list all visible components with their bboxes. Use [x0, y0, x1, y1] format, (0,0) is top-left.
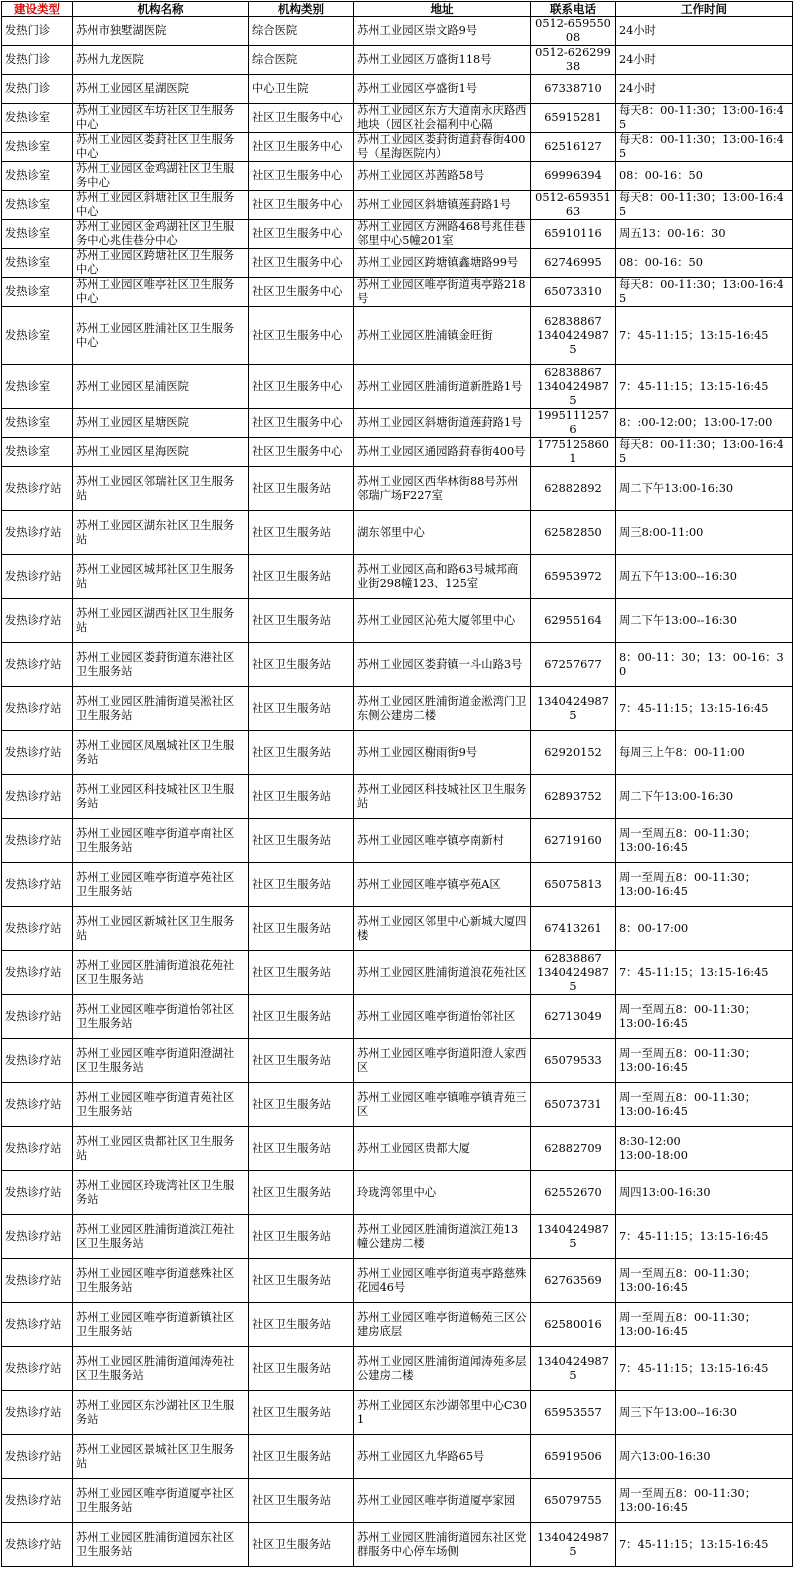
phone-cell: 62582850: [531, 511, 616, 555]
header-category: 机构类别: [249, 2, 354, 17]
category-cell: 社区卫生服务站: [249, 863, 354, 907]
category-cell: 社区卫生服务站: [249, 511, 354, 555]
table-row: [2, 1127, 793, 1171]
name-cell: 苏州工业园区胜浦街道闻涛苑社区卫生服务站: [73, 1347, 249, 1391]
category-cell: 中心卫生院: [249, 75, 354, 104]
name-cell: 苏州工业园区玲珑湾社区卫生服务站: [73, 1171, 249, 1215]
phone-cell: 62838867 13404249875: [531, 307, 616, 365]
table-row: [2, 907, 793, 951]
phone-cell: 17751258601: [531, 438, 616, 467]
category-cell: 社区卫生服务中心: [249, 191, 354, 220]
name-cell: 苏州工业园区邻瑞社区卫生服务站: [73, 467, 249, 511]
type-cell: 发热诊疗站: [2, 1083, 73, 1127]
hours-cell: 周一至周五8：00-11:30； 13:00-16:45: [616, 1039, 793, 1083]
address-cell: 苏州工业园区贵都大厦: [354, 1127, 531, 1171]
phone-cell: 62763569: [531, 1259, 616, 1303]
table-row: [2, 555, 793, 599]
table-row: [2, 133, 793, 162]
phone-cell: 62746995: [531, 249, 616, 278]
hours-cell: 周二下午13:00-16:30: [616, 467, 793, 511]
phone-cell: 62838867 13404249875: [531, 365, 616, 409]
address-cell: 苏州工业园区高和路63号城邦商业街298幢123、125室: [354, 555, 531, 599]
address-cell: 苏州工业园区唯亭街道阳澄人家西区: [354, 1039, 531, 1083]
address-cell: 玲珑湾邻里中心: [354, 1171, 531, 1215]
phone-cell: 62920152: [531, 731, 616, 775]
type-cell: 发热诊室: [2, 133, 73, 162]
name-cell: 苏州工业园区胜浦街道浪花苑社区卫生服务站: [73, 951, 249, 995]
table-row: [2, 995, 793, 1039]
name-cell: 苏州工业园区星湖医院: [73, 75, 249, 104]
category-cell: 社区卫生服务站: [249, 1127, 354, 1171]
hours-cell: 7：45-11:15；13:15-16:45: [616, 951, 793, 995]
address-cell: 苏州工业园区崇文路9号: [354, 17, 531, 46]
address-cell: 苏州工业园区唯亭街道夷亭路慈殊花园46号: [354, 1259, 531, 1303]
category-cell: 社区卫生服务站: [249, 775, 354, 819]
table-body: [2, 17, 793, 1567]
table-row: [2, 1259, 793, 1303]
type-cell: 发热诊室: [2, 278, 73, 307]
name-cell: 苏州工业园区星浦医院: [73, 365, 249, 409]
hours-cell: 周一至周五8：00-11:30； 13:00-16:45: [616, 1303, 793, 1347]
phone-cell: 62713049: [531, 995, 616, 1039]
type-cell: 发热诊疗站: [2, 1435, 73, 1479]
name-cell: 苏州工业园区唯亭街道厦亭社区卫生服务站: [73, 1479, 249, 1523]
hours-cell: 24小时: [616, 75, 793, 104]
phone-cell: 13404249875: [531, 1523, 616, 1567]
type-cell: 发热诊疗站: [2, 1127, 73, 1171]
table-row: [2, 1083, 793, 1127]
address-cell: 苏州工业园区唯亭街道畅苑三区公建房底层: [354, 1303, 531, 1347]
type-cell: 发热诊室: [2, 104, 73, 133]
category-cell: 社区卫生服务中心: [249, 438, 354, 467]
type-cell: 发热诊室: [2, 409, 73, 438]
address-cell: 苏州工业园区胜浦街道闻涛苑多层公建房二楼: [354, 1347, 531, 1391]
table-row: [2, 162, 793, 191]
name-cell: 苏州工业园区胜浦街道吴淞社区卫生服务站: [73, 687, 249, 731]
name-cell: 苏州工业园区金鸡湖社区卫生服务中心: [73, 162, 249, 191]
hours-cell: 周一至周五8：00-11:30； 13:00-16:45: [616, 863, 793, 907]
name-cell: 苏州工业园区胜浦街道园东社区卫生服务站: [73, 1523, 249, 1567]
category-cell: 社区卫生服务中心: [249, 249, 354, 278]
type-cell: 发热诊疗站: [2, 555, 73, 599]
name-cell: 苏州九龙医院: [73, 46, 249, 75]
header-phone: 联系电话: [531, 2, 616, 17]
name-cell: 苏州工业园区唯亭社区卫生服务中心: [73, 278, 249, 307]
name-cell: 苏州工业园区唯亭街道慈殊社区卫生服务站: [73, 1259, 249, 1303]
hours-cell: 周一至周五8：00-11:30； 13:00-16:45: [616, 1479, 793, 1523]
hours-cell: 每天8：00-11:30；13:00-16:45: [616, 438, 793, 467]
name-cell: 苏州工业园区唯亭街道新镇社区卫生服务站: [73, 1303, 249, 1347]
category-cell: 社区卫生服务站: [249, 1215, 354, 1259]
phone-cell: 65953972: [531, 555, 616, 599]
hours-cell: 周一至周五8：00-11:30； 13:00-16:45: [616, 1259, 793, 1303]
category-cell: 社区卫生服务站: [249, 907, 354, 951]
phone-cell: 65953557: [531, 1391, 616, 1435]
type-cell: 发热诊疗站: [2, 995, 73, 1039]
type-cell: 发热诊室: [2, 191, 73, 220]
hours-cell: 周一至周五8：00-11:30； 13:00-16:45: [616, 1083, 793, 1127]
phone-cell: 62516127: [531, 133, 616, 162]
category-cell: 社区卫生服务站: [249, 819, 354, 863]
address-cell: 苏州工业园区邻里中心新城大厦四楼: [354, 907, 531, 951]
phone-cell: 65073310: [531, 278, 616, 307]
address-cell: 苏州工业园区胜浦街道园东社区党群服务中心停车场侧: [354, 1523, 531, 1567]
type-cell: 发热诊疗站: [2, 1347, 73, 1391]
table-row: [2, 104, 793, 133]
name-cell: 苏州工业园区斜塘社区卫生服务中心: [73, 191, 249, 220]
address-cell: 苏州工业园区榭雨街9号: [354, 731, 531, 775]
phone-cell: 65079533: [531, 1039, 616, 1083]
name-cell: 苏州工业园区唯亭街道阳澄湖社区卫生服务站: [73, 1039, 249, 1083]
category-cell: 社区卫生服务站: [249, 1435, 354, 1479]
phone-cell: 65915281: [531, 104, 616, 133]
category-cell: 社区卫生服务站: [249, 1259, 354, 1303]
name-cell: 苏州工业园区唯亭街道亭苑社区卫生服务站: [73, 863, 249, 907]
table-row: [2, 409, 793, 438]
category-cell: 综合医院: [249, 17, 354, 46]
hours-cell: 周三下午13:00--16:30: [616, 1391, 793, 1435]
hours-cell: 7：45-11:15；13:15-16:45: [616, 1215, 793, 1259]
header-hours: 工作时间: [616, 2, 793, 17]
phone-cell: 13404249875: [531, 687, 616, 731]
category-cell: 综合医院: [249, 46, 354, 75]
address-cell: 苏州工业园区方洲路468号兆佳巷邻里中心5幢201室: [354, 220, 531, 249]
type-cell: 发热诊疗站: [2, 951, 73, 995]
type-cell: 发热诊疗站: [2, 863, 73, 907]
hours-cell: 7：45-11:15；13:15-16:45: [616, 365, 793, 409]
category-cell: 社区卫生服务站: [249, 995, 354, 1039]
phone-cell: 62552670: [531, 1171, 616, 1215]
address-cell: 苏州工业园区唯亭街道怡邻社区: [354, 995, 531, 1039]
table-row: [2, 1039, 793, 1083]
address-cell: 苏州工业园区唯亭镇亭苑A区: [354, 863, 531, 907]
category-cell: 社区卫生服务站: [249, 687, 354, 731]
phone-cell: 65075813: [531, 863, 616, 907]
address-cell: 苏州工业园区东方大道南永庆路西地块（园区社会福利中心隔: [354, 104, 531, 133]
type-cell: 发热诊室: [2, 220, 73, 249]
address-cell: 苏州工业园区胜浦街道新胜路1号: [354, 365, 531, 409]
phone-cell: 62882709: [531, 1127, 616, 1171]
hours-cell: 24小时: [616, 17, 793, 46]
hours-cell: 周四13:00-16:30: [616, 1171, 793, 1215]
hours-cell: 周五下午13:00--16:30: [616, 555, 793, 599]
table-row: [2, 511, 793, 555]
name-cell: 苏州工业园区城邦社区卫生服务站: [73, 555, 249, 599]
hours-cell: 每天8：00-11:30；13:00-16:45: [616, 104, 793, 133]
name-cell: 苏州工业园区星塘医院: [73, 409, 249, 438]
phone-cell: 67413261: [531, 907, 616, 951]
type-cell: 发热诊疗站: [2, 1303, 73, 1347]
phone-cell: 13404249875: [531, 1347, 616, 1391]
hours-cell: 7：45-11:15；13:15-16:45: [616, 1523, 793, 1567]
name-cell: 苏州工业园区湖东社区卫生服务站: [73, 511, 249, 555]
phone-cell: 65073731: [531, 1083, 616, 1127]
header-address: 地址: [354, 2, 531, 17]
hours-cell: 24小时: [616, 46, 793, 75]
name-cell: 苏州工业园区贵都社区卫生服务站: [73, 1127, 249, 1171]
name-cell: 苏州工业园区唯亭街道怡邻社区卫生服务站: [73, 995, 249, 1039]
type-cell: 发热诊室: [2, 365, 73, 409]
type-cell: 发热门诊: [2, 46, 73, 75]
name-cell: 苏州工业园区娄葑街道东港社区卫生服务站: [73, 643, 249, 687]
type-cell: 发热诊室: [2, 438, 73, 467]
type-cell: 发热诊疗站: [2, 599, 73, 643]
type-cell: 发热诊疗站: [2, 907, 73, 951]
type-cell: 发热诊疗站: [2, 1391, 73, 1435]
address-cell: 苏州工业园区通园路葑春街400号: [354, 438, 531, 467]
phone-cell: 13404249875: [531, 1215, 616, 1259]
name-cell: 苏州工业园区跨塘社区卫生服务中心: [73, 249, 249, 278]
table-row: [2, 278, 793, 307]
type-cell: 发热诊疗站: [2, 819, 73, 863]
table-row: [2, 365, 793, 409]
header-row: [2, 2, 793, 17]
address-cell: 苏州工业园区唯亭街道夷亭路218号: [354, 278, 531, 307]
table-row: [2, 75, 793, 104]
table-row: [2, 819, 793, 863]
category-cell: 社区卫生服务站: [249, 467, 354, 511]
hours-cell: 7：45-11:15；13:15-16:45: [616, 307, 793, 365]
fever-clinic-table: [1, 1, 793, 1567]
hours-cell: 8：00-17:00: [616, 907, 793, 951]
category-cell: 社区卫生服务中心: [249, 133, 354, 162]
category-cell: 社区卫生服务中心: [249, 220, 354, 249]
name-cell: 苏州工业园区新城社区卫生服务站: [73, 907, 249, 951]
type-cell: 发热诊疗站: [2, 1259, 73, 1303]
name-cell: 苏州工业园区唯亭街道亭南社区卫生服务站: [73, 819, 249, 863]
name-cell: 苏州市独墅湖医院: [73, 17, 249, 46]
hours-cell: 周一至周五8：00-11:30； 13:00-16:45: [616, 819, 793, 863]
category-cell: 社区卫生服务站: [249, 1171, 354, 1215]
address-cell: 苏州工业园区科技城社区卫生服务站: [354, 775, 531, 819]
table-row: [2, 249, 793, 278]
phone-cell: 62893752: [531, 775, 616, 819]
address-cell: 苏州工业园区亭盛街1号: [354, 75, 531, 104]
address-cell: 苏州工业园区娄葑街道葑春街400号（星海医院内）: [354, 133, 531, 162]
phone-cell: 0512-65935163: [531, 191, 616, 220]
type-cell: 发热诊疗站: [2, 1479, 73, 1523]
phone-cell: 67338710: [531, 75, 616, 104]
name-cell: 苏州工业园区车坊社区卫生服务中心: [73, 104, 249, 133]
address-cell: 苏州工业园区斜塘镇莲葑路1号: [354, 191, 531, 220]
category-cell: 社区卫生服务站: [249, 1039, 354, 1083]
address-cell: 苏州工业园区跨塘镇鑫塘路99号: [354, 249, 531, 278]
header-name: 机构名称: [73, 2, 249, 17]
hours-cell: 每天8：00-11:30；13:00-16:45: [616, 278, 793, 307]
table-row: [2, 1435, 793, 1479]
type-cell: 发热诊疗站: [2, 687, 73, 731]
table-row: [2, 951, 793, 995]
address-cell: 苏州工业园区唯亭镇唯亭镇青苑三区: [354, 1083, 531, 1127]
phone-cell: 62719160: [531, 819, 616, 863]
category-cell: 社区卫生服务站: [249, 599, 354, 643]
type-cell: 发热门诊: [2, 17, 73, 46]
type-cell: 发热诊疗站: [2, 643, 73, 687]
type-cell: 发热诊疗站: [2, 775, 73, 819]
table-row: [2, 1215, 793, 1259]
hours-cell: 周二下午13:00-16:30: [616, 775, 793, 819]
hours-cell: 周六13:00-16:30: [616, 1435, 793, 1479]
table-row: [2, 731, 793, 775]
name-cell: 苏州工业园区湖西社区卫生服务站: [73, 599, 249, 643]
phone-cell: 67257677: [531, 643, 616, 687]
hours-cell: 每天8：00-11:30；13:00-16:45: [616, 191, 793, 220]
address-cell: 苏州工业园区西华林街88号苏州邻瑞广场F227室: [354, 467, 531, 511]
phone-cell: 19951112576: [531, 409, 616, 438]
table-row: [2, 1303, 793, 1347]
table-row: [2, 1347, 793, 1391]
type-cell: 发热诊疗站: [2, 1039, 73, 1083]
category-cell: 社区卫生服务中心: [249, 365, 354, 409]
table-row: [2, 17, 793, 46]
hours-cell: 8：00-11：30；13：00-16：30: [616, 643, 793, 687]
table-row: [2, 438, 793, 467]
table-row: [2, 643, 793, 687]
phone-cell: 62955164: [531, 599, 616, 643]
table-header: [2, 2, 793, 17]
type-cell: 发热门诊: [2, 75, 73, 104]
address-cell: 苏州工业园区东沙湖邻里中心C301: [354, 1391, 531, 1435]
name-cell: 苏州工业园区景城社区卫生服务站: [73, 1435, 249, 1479]
hours-cell: 7：45-11:15；13:15-16:45: [616, 687, 793, 731]
type-cell: 发热诊疗站: [2, 1215, 73, 1259]
header-type: 建设类型: [2, 2, 73, 17]
name-cell: 苏州工业园区金鸡湖社区卫生服务中心兆佳巷分中心: [73, 220, 249, 249]
hours-cell: 08：00-16：50: [616, 249, 793, 278]
table-row: [2, 1171, 793, 1215]
table-row: [2, 220, 793, 249]
phone-cell: 62580016: [531, 1303, 616, 1347]
category-cell: 社区卫生服务站: [249, 643, 354, 687]
type-cell: 发热诊疗站: [2, 511, 73, 555]
type-cell: 发热诊疗站: [2, 467, 73, 511]
category-cell: 社区卫生服务站: [249, 555, 354, 599]
hours-cell: 周一至周五8：00-11:30； 13:00-16:45: [616, 995, 793, 1039]
category-cell: 社区卫生服务站: [249, 951, 354, 995]
hours-cell: 每天8：00-11:30；13:00-16:45: [616, 133, 793, 162]
hours-cell: 每周三上午8：00-11:00: [616, 731, 793, 775]
category-cell: 社区卫生服务站: [249, 731, 354, 775]
table-row: [2, 307, 793, 365]
address-cell: 苏州工业园区胜浦镇金旺街: [354, 307, 531, 365]
table-row: [2, 191, 793, 220]
hours-cell: 周三8:00-11:00: [616, 511, 793, 555]
type-cell: 发热诊室: [2, 249, 73, 278]
table-row: [2, 863, 793, 907]
category-cell: 社区卫生服务中心: [249, 104, 354, 133]
phone-cell: 65919506: [531, 1435, 616, 1479]
address-cell: 苏州工业园区唯亭街道厦亭家园: [354, 1479, 531, 1523]
address-cell: 苏州工业园区唯亭镇亭南新村: [354, 819, 531, 863]
table-row: [2, 687, 793, 731]
address-cell: 苏州工业园区斜塘街道莲葑路1号: [354, 409, 531, 438]
name-cell: 苏州工业园区胜浦社区卫生服务中心: [73, 307, 249, 365]
phone-cell: 62838867 13404249875: [531, 951, 616, 995]
category-cell: 社区卫生服务站: [249, 1303, 354, 1347]
phone-cell: 65910116: [531, 220, 616, 249]
category-cell: 社区卫生服务站: [249, 1347, 354, 1391]
name-cell: 苏州工业园区星海医院: [73, 438, 249, 467]
phone-cell: 0512-65955008: [531, 17, 616, 46]
name-cell: 苏州工业园区唯亭街道青苑社区卫生服务站: [73, 1083, 249, 1127]
address-cell: 苏州工业园区胜浦街道滨江苑13幢公建房二楼: [354, 1215, 531, 1259]
address-cell: 苏州工业园区胜浦街道浪花苑社区: [354, 951, 531, 995]
category-cell: 社区卫生服务站: [249, 1391, 354, 1435]
address-cell: 苏州工业园区胜浦街道金淞湾门卫东侧公建房二楼: [354, 687, 531, 731]
hours-cell: 08：00-16：50: [616, 162, 793, 191]
table-row: [2, 1479, 793, 1523]
name-cell: 苏州工业园区凤凰城社区卫生服务站: [73, 731, 249, 775]
hours-cell: 8:30-12:00 13:00-18:00: [616, 1127, 793, 1171]
hours-cell: 周五13：00-16：30: [616, 220, 793, 249]
name-cell: 苏州工业园区东沙湖社区卫生服务站: [73, 1391, 249, 1435]
table-row: [2, 775, 793, 819]
category-cell: 社区卫生服务中心: [249, 278, 354, 307]
category-cell: 社区卫生服务站: [249, 1523, 354, 1567]
type-cell: 发热诊疗站: [2, 731, 73, 775]
name-cell: 苏州工业园区胜浦街道滨江苑社区卫生服务站: [73, 1215, 249, 1259]
phone-cell: 62882892: [531, 467, 616, 511]
address-cell: 苏州工业园区娄葑镇一斗山路3号: [354, 643, 531, 687]
type-cell: 发热诊疗站: [2, 1171, 73, 1215]
table-row: [2, 1391, 793, 1435]
table-row: [2, 46, 793, 75]
category-cell: 社区卫生服务中心: [249, 162, 354, 191]
category-cell: 社区卫生服务中心: [249, 409, 354, 438]
address-cell: 苏州工业园区苏茜路58号: [354, 162, 531, 191]
phone-cell: 69996394: [531, 162, 616, 191]
phone-cell: 0512-62629938: [531, 46, 616, 75]
category-cell: 社区卫生服务中心: [249, 307, 354, 365]
table-row: [2, 467, 793, 511]
address-cell: 苏州工业园区沁苑大厦邻里中心: [354, 599, 531, 643]
type-cell: 发热诊室: [2, 162, 73, 191]
hours-cell: 周二下午13:00--16:30: [616, 599, 793, 643]
address-cell: 苏州工业园区万盛街118号: [354, 46, 531, 75]
name-cell: 苏州工业园区科技城社区卫生服务站: [73, 775, 249, 819]
category-cell: 社区卫生服务站: [249, 1083, 354, 1127]
table-row: [2, 1523, 793, 1567]
hours-cell: 7：45-11:15；13:15-16:45: [616, 1347, 793, 1391]
category-cell: 社区卫生服务站: [249, 1479, 354, 1523]
table-row: [2, 599, 793, 643]
type-cell: 发热诊室: [2, 307, 73, 365]
address-cell: 湖东邻里中心: [354, 511, 531, 555]
hours-cell: 8：:00-12:00；13:00-17:00: [616, 409, 793, 438]
type-cell: 发热诊疗站: [2, 1523, 73, 1567]
address-cell: 苏州工业园区九华路65号: [354, 1435, 531, 1479]
name-cell: 苏州工业园区娄葑社区卫生服务中心: [73, 133, 249, 162]
phone-cell: 65079755: [531, 1479, 616, 1523]
